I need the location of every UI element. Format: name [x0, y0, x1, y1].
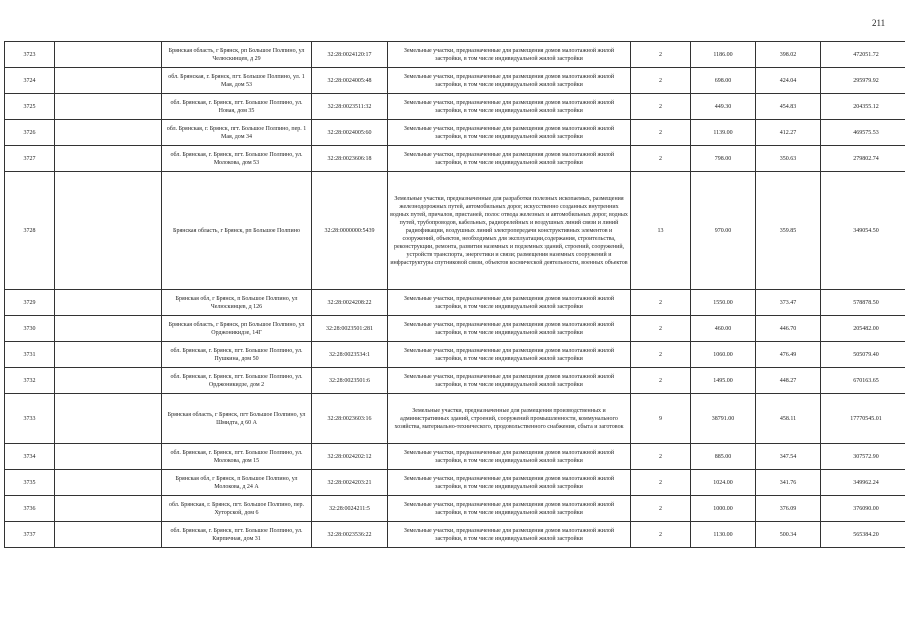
table-body — [5, 42, 905, 548]
cadastral-number-cell: 32:28:0024211:5 — [312, 496, 388, 522]
cadastral-value-cell: 472051.72 — [821, 42, 905, 68]
row-number-cell: 3737 — [5, 522, 55, 548]
page-number: 211 — [872, 18, 886, 28]
empty-cell — [55, 496, 162, 522]
empty-cell — [55, 172, 162, 290]
empty-cell — [55, 94, 162, 120]
empty-cell — [55, 68, 162, 94]
cadastral-number-cell: 32:28:0023603:16 — [312, 394, 388, 444]
area-cell: 798.00 — [691, 146, 756, 172]
table-row — [5, 94, 905, 120]
row-number-cell: 3727 — [5, 146, 55, 172]
cadastral-value-cell: 349054.50 — [821, 172, 905, 290]
specific-value-cell: 398.02 — [756, 42, 821, 68]
table-row — [5, 316, 905, 342]
land-use-cell: Земельные участки, предназначенные для размещения домов малоэтажной жилой застройки, в том числе индивидуальной жилой застройки — [388, 444, 631, 470]
row-number-cell: 3723 — [5, 42, 55, 68]
category-cell: 2 — [631, 290, 691, 316]
land-use-cell: Земельные участки, предназначенные для размещения домов малоэтажной жилой застройки, в том числе индивидуальной жилой застройки — [388, 120, 631, 146]
address-cell: обл. Брянская, г. Брянск, пгт. Большое Полпино, пер. Хуторской, дом 6 — [162, 496, 312, 522]
table-row — [5, 368, 905, 394]
cadastral-value-cell: 279802.74 — [821, 146, 905, 172]
cadastral-value-cell: 469575.53 — [821, 120, 905, 146]
area-cell: 1024.00 — [691, 470, 756, 496]
empty-cell — [55, 146, 162, 172]
area-cell: 38791.00 — [691, 394, 756, 444]
table-row — [5, 470, 905, 496]
row-number-cell: 3726 — [5, 120, 55, 146]
category-cell: 13 — [631, 172, 691, 290]
land-use-cell: Земельные участки, предназначенные для размещения домов малоэтажной жилой застройки, в том числе индивидуальной жилой застройки — [388, 522, 631, 548]
empty-cell — [55, 120, 162, 146]
cadastral-value-cell: 349962.24 — [821, 470, 905, 496]
cadastre-table — [4, 41, 905, 548]
empty-cell — [55, 316, 162, 342]
area-cell: 460.00 — [691, 316, 756, 342]
land-use-cell: Земельные участки, предназначенные для размещения домов малоэтажной жилой застройки, в том числе индивидуальной жилой застройки — [388, 42, 631, 68]
row-number-cell: 3725 — [5, 94, 55, 120]
address-cell: обл. Брянская, г. Брянск, пгт. Большое Полпино, ул. Молокова, дом 53 — [162, 146, 312, 172]
land-use-cell: Земельные участки, предназначенные для размещения домов малоэтажной жилой застройки, в том числе индивидуальной жилой застройки — [388, 496, 631, 522]
empty-cell — [55, 290, 162, 316]
cadastral-value-cell: 505079.40 — [821, 342, 905, 368]
row-number-cell: 3733 — [5, 394, 55, 444]
cadastral-number-cell: 32:28:0024120:17 — [312, 42, 388, 68]
table-row — [5, 172, 905, 290]
specific-value-cell: 350.63 — [756, 146, 821, 172]
address-cell: Брянская область, г Брянск, рп Большое Полпино — [162, 172, 312, 290]
specific-value-cell: 454.83 — [756, 94, 821, 120]
table-row — [5, 146, 905, 172]
empty-cell — [55, 42, 162, 68]
cadastral-number-cell: 32:28:0024005:48 — [312, 68, 388, 94]
address-cell: обл. Брянская, г. Брянск, пгт. Большое Полпино, ул. 1 Мая, дом 53 — [162, 68, 312, 94]
empty-cell — [55, 394, 162, 444]
cadastral-number-cell: 32:28:0023534:1 — [312, 342, 388, 368]
category-cell: 2 — [631, 522, 691, 548]
row-number-cell: 3730 — [5, 316, 55, 342]
area-cell: 1060.00 — [691, 342, 756, 368]
row-number-cell: 3729 — [5, 290, 55, 316]
table-row — [5, 394, 905, 444]
cadastral-value-cell: 205482.00 — [821, 316, 905, 342]
empty-cell — [55, 368, 162, 394]
cadastral-value-cell: 670163.65 — [821, 368, 905, 394]
cadastral-number-cell: 32:28:0024203:21 — [312, 470, 388, 496]
address-cell: обл. Брянская, г. Брянск, пгт. Большое Полпино, пер. 1 Мая, дом 34 — [162, 120, 312, 146]
specific-value-cell: 373.47 — [756, 290, 821, 316]
address-cell: обл. Брянская, г. Брянск, пгт. Большое Полпино, ул. Пушкина, дом 50 — [162, 342, 312, 368]
empty-cell — [55, 522, 162, 548]
area-cell: 1139.00 — [691, 120, 756, 146]
category-cell: 2 — [631, 368, 691, 394]
category-cell: 2 — [631, 470, 691, 496]
category-cell: 2 — [631, 146, 691, 172]
category-cell: 2 — [631, 342, 691, 368]
cadastral-value-cell: 204355.12 — [821, 94, 905, 120]
row-number-cell: 3728 — [5, 172, 55, 290]
specific-value-cell: 359.85 — [756, 172, 821, 290]
cadastral-value-cell: 376090.00 — [821, 496, 905, 522]
specific-value-cell: 341.76 — [756, 470, 821, 496]
row-number-cell: 3732 — [5, 368, 55, 394]
address-cell: Брянская область, г Брянск, пгт Большое Полпино, ул Шмидта, д 60 А — [162, 394, 312, 444]
address-cell: обл. Брянская, г. Брянск, пгт. Большое Полпино, ул. Орджоникидзе, дом 2 — [162, 368, 312, 394]
category-cell: 9 — [631, 394, 691, 444]
area-cell: 1550.00 — [691, 290, 756, 316]
table-row — [5, 496, 905, 522]
cadastral-number-cell: 32:28:0000000:5439 — [312, 172, 388, 290]
specific-value-cell: 500.34 — [756, 522, 821, 548]
category-cell: 2 — [631, 94, 691, 120]
specific-value-cell: 458.11 — [756, 394, 821, 444]
category-cell: 2 — [631, 68, 691, 94]
area-cell: 970.00 — [691, 172, 756, 290]
address-cell: обл. Брянская, г. Брянск, пгт. Большое Полпино, ул. Новая, дом 35 — [162, 94, 312, 120]
category-cell: 2 — [631, 496, 691, 522]
cadastral-number-cell: 32:28:0024208:22 — [312, 290, 388, 316]
cadastral-number-cell: 32:28:0023536:22 — [312, 522, 388, 548]
table-row — [5, 444, 905, 470]
category-cell: 2 — [631, 42, 691, 68]
address-cell: Брянская обл, г Брянск, п Большое Полпино, ул Челюскинцев, д 126 — [162, 290, 312, 316]
land-use-cell: Земельные участки, предназначенные для размещения домов малоэтажной жилой застройки, в том числе индивидуальной жилой застройки — [388, 290, 631, 316]
cadastral-value-cell: 295979.92 — [821, 68, 905, 94]
table-row — [5, 120, 905, 146]
specific-value-cell: 376.09 — [756, 496, 821, 522]
category-cell: 2 — [631, 316, 691, 342]
table-row — [5, 522, 905, 548]
land-use-cell: Земельные участки, предназначенные для размещения домов малоэтажной жилой застройки, в том числе индивидуальной жилой застройки — [388, 316, 631, 342]
area-cell: 1000.00 — [691, 496, 756, 522]
cadastral-number-cell: 32:28:0024202:12 — [312, 444, 388, 470]
area-cell: 1186.00 — [691, 42, 756, 68]
land-use-cell: Земельные участки, предназначенные для разработки полезных ископаемых, размещения железнодорожных путей, автомобильных дорог, искусственно созданных внутренних водных путей, причалов, пристаней, полос отвода железных и автомобильных дорог, водных путей, трубопроводов, кабельных, радиорелейных и воздушных линий связи и линий радиофикации, воздушных линий электропередачи конструктивных элементов и сооружений, объектов, необходимых для эксплуатации,содержания, строительства, реконструкции, ремонта, развития наземных и подземных зданий, строений, сооружений, устройств транспорта, энергетики и связи; размещения наземных сооружений и инфраструктуры спутниковой связи, объектов космической деятельности, военных объектов — [388, 172, 631, 290]
empty-cell — [55, 342, 162, 368]
row-number-cell: 3724 — [5, 68, 55, 94]
specific-value-cell: 347.54 — [756, 444, 821, 470]
specific-value-cell: 476.49 — [756, 342, 821, 368]
cadastral-number-cell: 32:28:0023501:6 — [312, 368, 388, 394]
table-row — [5, 290, 905, 316]
cadastral-number-cell: 32:28:0023606:18 — [312, 146, 388, 172]
empty-cell — [55, 470, 162, 496]
cadastral-number-cell: 32:28:0023501:281 — [312, 316, 388, 342]
land-use-cell: Земельные участки, предназначенные для размещения домов малоэтажной жилой застройки, в том числе индивидуальной жилой застройки — [388, 146, 631, 172]
area-cell: 698.00 — [691, 68, 756, 94]
land-use-cell: Земельные участки, предназначенные для размещения производственных и административных зданий, строений, сооружений промышленности, коммунального хозяйства, материально-технического, продовольственного снабжения, сбыта и заготовок — [388, 394, 631, 444]
address-cell: Брянская область, г Брянск, рп Большое Полпино, ул Челюскинцев, д 29 — [162, 42, 312, 68]
area-cell: 1130.00 — [691, 522, 756, 548]
land-use-cell: Земельные участки, предназначенные для размещения домов малоэтажной жилой застройки, в том числе индивидуальной жилой застройки — [388, 94, 631, 120]
land-use-cell: Земельные участки, предназначенные для размещения домов малоэтажной жилой застройки, в том числе индивидуальной жилой застройки — [388, 470, 631, 496]
row-number-cell: 3734 — [5, 444, 55, 470]
land-use-cell: Земельные участки, предназначенные для размещения домов малоэтажной жилой застройки, в том числе индивидуальной жилой застройки — [388, 342, 631, 368]
row-number-cell: 3731 — [5, 342, 55, 368]
area-cell: 449.30 — [691, 94, 756, 120]
specific-value-cell: 446.70 — [756, 316, 821, 342]
cadastral-value-cell: 307572.90 — [821, 444, 905, 470]
area-cell: 1495.00 — [691, 368, 756, 394]
cadastral-value-cell: 17770545.01 — [821, 394, 905, 444]
address-cell: Брянская область, г Брянск, рп Большое Полпино, ул Орджоникидзе, 14Г — [162, 316, 312, 342]
address-cell: обл. Брянская, г. Брянск, пгт. Большое Полпино, ул. Кирпичная, дом 31 — [162, 522, 312, 548]
area-cell: 885.00 — [691, 444, 756, 470]
table-row — [5, 342, 905, 368]
land-use-cell: Земельные участки, предназначенные для размещения домов малоэтажной жилой застройки, в том числе индивидуальной жилой застройки — [388, 368, 631, 394]
specific-value-cell: 424.04 — [756, 68, 821, 94]
cadastral-value-cell: 565384.20 — [821, 522, 905, 548]
category-cell: 2 — [631, 444, 691, 470]
row-number-cell: 3735 — [5, 470, 55, 496]
cadastral-value-cell: 578878.50 — [821, 290, 905, 316]
cadastral-number-cell: 32:28:0024005:60 — [312, 120, 388, 146]
cadastral-number-cell: 32:28:0023511:32 — [312, 94, 388, 120]
address-cell: Брянская обл, г Брянск, п Большое Полпино, ул Молокова, д 24 А — [162, 470, 312, 496]
table-row — [5, 68, 905, 94]
category-cell: 2 — [631, 120, 691, 146]
specific-value-cell: 448.27 — [756, 368, 821, 394]
table-row — [5, 42, 905, 68]
address-cell: обл. Брянская, г. Брянск, пгт. Большое Полпино, ул. Молокова, дом 15 — [162, 444, 312, 470]
row-number-cell: 3736 — [5, 496, 55, 522]
land-use-cell: Земельные участки, предназначенные для размещения домов малоэтажной жилой застройки, в том числе индивидуальной жилой застройки — [388, 68, 631, 94]
specific-value-cell: 412.27 — [756, 120, 821, 146]
empty-cell — [55, 444, 162, 470]
